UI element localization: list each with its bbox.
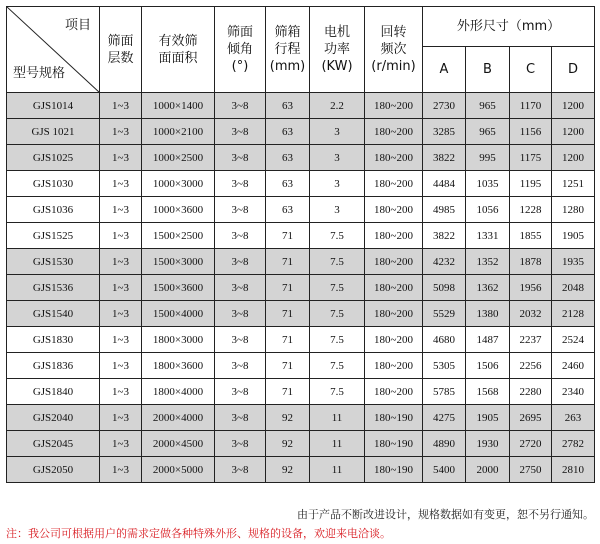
- spec-table: [6, 6, 595, 483]
- cell-model: GJS1830: [7, 327, 100, 353]
- cell-a: 4680: [423, 327, 466, 353]
- cell-power: 3: [310, 171, 365, 197]
- cell-d: 2340: [552, 379, 595, 405]
- cell-stroke: 71: [266, 223, 310, 249]
- cell-layers: 1~3: [100, 145, 142, 171]
- cell-area: 1800×3000: [142, 327, 215, 353]
- table-row: [7, 301, 595, 327]
- cell-b: 1568: [466, 379, 510, 405]
- cell-d: 1280: [552, 197, 595, 223]
- cell-angle: 3~8: [215, 93, 266, 119]
- cell-model: GJS 1021: [7, 119, 100, 145]
- cell-stroke: 63: [266, 145, 310, 171]
- cell-angle: 3~8: [215, 275, 266, 301]
- disclaimer-note: 由于产品不断改进设计，规格数据如有变更，恕不另行通知。: [297, 508, 594, 521]
- cell-angle: 3~8: [215, 249, 266, 275]
- cell-b: 965: [466, 119, 510, 145]
- cell-layers: 1~3: [100, 405, 142, 431]
- cell-d: 2128: [552, 301, 595, 327]
- cell-power: 3: [310, 119, 365, 145]
- cell-model: GJS1836: [7, 353, 100, 379]
- cell-angle: 3~8: [215, 457, 266, 483]
- cell-b: 1362: [466, 275, 510, 301]
- cell-c: 2280: [510, 379, 552, 405]
- cell-freq: 180~200: [365, 301, 423, 327]
- cell-c: 2256: [510, 353, 552, 379]
- cell-area: 1500×3000: [142, 249, 215, 275]
- table-row: [7, 119, 595, 145]
- table-row: [7, 93, 595, 119]
- cell-stroke: 71: [266, 301, 310, 327]
- dim-c-header: C: [510, 47, 552, 93]
- cell-area: 2000×4000: [142, 405, 215, 431]
- dim-a-header: A: [423, 47, 466, 93]
- cell-a: 5400: [423, 457, 466, 483]
- cell-layers: 1~3: [100, 249, 142, 275]
- corner-bottom-label: 型号规格: [13, 66, 66, 81]
- cell-area: 1000×2100: [142, 119, 215, 145]
- cell-stroke: 71: [266, 327, 310, 353]
- table-row: [7, 145, 595, 171]
- cell-model: GJS1014: [7, 93, 100, 119]
- cell-layers: 1~3: [100, 353, 142, 379]
- table-row: [7, 327, 595, 353]
- cell-stroke: 71: [266, 249, 310, 275]
- cell-stroke: 71: [266, 353, 310, 379]
- cell-a: 4232: [423, 249, 466, 275]
- cell-area: 2000×5000: [142, 457, 215, 483]
- cell-stroke: 63: [266, 197, 310, 223]
- cell-layers: 1~3: [100, 379, 142, 405]
- dim-d-header: D: [552, 47, 595, 93]
- corner-header: [7, 7, 100, 93]
- cell-d: 1935: [552, 249, 595, 275]
- cell-stroke: 63: [266, 119, 310, 145]
- motor-header: 电机 功率 (KW): [310, 7, 365, 93]
- cell-c: 2695: [510, 405, 552, 431]
- cell-a: 4890: [423, 431, 466, 457]
- cell-area: 1000×3000: [142, 171, 215, 197]
- cell-b: 1331: [466, 223, 510, 249]
- cell-a: 3822: [423, 223, 466, 249]
- table-row: [7, 197, 595, 223]
- cell-c: 1228: [510, 197, 552, 223]
- stroke-header: 筛箱 行程 (mm): [266, 7, 310, 93]
- cell-a: 4985: [423, 197, 466, 223]
- cell-angle: 3~8: [215, 197, 266, 223]
- dims-header: 外形尺寸（mm）: [423, 7, 595, 47]
- cell-d: 1251: [552, 171, 595, 197]
- cell-layers: 1~3: [100, 119, 142, 145]
- cell-d: 2782: [552, 431, 595, 457]
- cell-stroke: 71: [266, 379, 310, 405]
- cell-power: 2.2: [310, 93, 365, 119]
- cell-area: 1000×3600: [142, 197, 215, 223]
- cell-stroke: 71: [266, 275, 310, 301]
- cell-c: 1956: [510, 275, 552, 301]
- cell-power: 3: [310, 197, 365, 223]
- cell-b: 1930: [466, 431, 510, 457]
- cell-angle: 3~8: [215, 301, 266, 327]
- cell-angle: 3~8: [215, 405, 266, 431]
- cell-b: 965: [466, 93, 510, 119]
- area-header: 有效筛 面面积: [142, 7, 215, 93]
- cell-d: 1200: [552, 119, 595, 145]
- cell-d: 1200: [552, 93, 595, 119]
- cell-d: 1200: [552, 145, 595, 171]
- cell-layers: 1~3: [100, 93, 142, 119]
- cell-power: 7.5: [310, 275, 365, 301]
- table-row: [7, 379, 595, 405]
- cell-c: 1175: [510, 145, 552, 171]
- cell-b: 1905: [466, 405, 510, 431]
- cell-area: 1500×4000: [142, 301, 215, 327]
- cell-angle: 3~8: [215, 145, 266, 171]
- cell-power: 7.5: [310, 327, 365, 353]
- cell-b: 1506: [466, 353, 510, 379]
- cell-freq: 180~200: [365, 275, 423, 301]
- cell-model: GJS2050: [7, 457, 100, 483]
- cell-power: 7.5: [310, 353, 365, 379]
- cell-stroke: 63: [266, 171, 310, 197]
- cell-a: 4275: [423, 405, 466, 431]
- cell-b: 1487: [466, 327, 510, 353]
- cell-d: 2524: [552, 327, 595, 353]
- freq-header: 回转 频次 (r/min): [365, 7, 423, 93]
- cell-power: 7.5: [310, 301, 365, 327]
- cell-c: 2032: [510, 301, 552, 327]
- cell-model: GJS1536: [7, 275, 100, 301]
- cell-power: 7.5: [310, 379, 365, 405]
- layers-header: 筛面 层数: [100, 7, 142, 93]
- cell-angle: 3~8: [215, 379, 266, 405]
- cell-model: GJS1525: [7, 223, 100, 249]
- cell-model: GJS1036: [7, 197, 100, 223]
- cell-a: 5785: [423, 379, 466, 405]
- table-row: [7, 223, 595, 249]
- cell-angle: 3~8: [215, 327, 266, 353]
- cell-power: 7.5: [310, 249, 365, 275]
- corner-top-label: 项目: [64, 18, 91, 33]
- cell-area: 1000×2500: [142, 145, 215, 171]
- table-row: [7, 405, 595, 431]
- cell-model: GJS1540: [7, 301, 100, 327]
- cell-power: 11: [310, 457, 365, 483]
- cell-a: 3822: [423, 145, 466, 171]
- cell-c: 1170: [510, 93, 552, 119]
- cell-freq: 180~200: [365, 119, 423, 145]
- cell-freq: 180~190: [365, 431, 423, 457]
- cell-angle: 3~8: [215, 431, 266, 457]
- cell-angle: 3~8: [215, 223, 266, 249]
- angle-header: 筛面 倾角 (°): [215, 7, 266, 93]
- cell-d: 2048: [552, 275, 595, 301]
- cell-b: 1056: [466, 197, 510, 223]
- cell-layers: 1~3: [100, 301, 142, 327]
- cell-d: 263: [552, 405, 595, 431]
- cell-a: 5098: [423, 275, 466, 301]
- cell-angle: 3~8: [215, 171, 266, 197]
- cell-area: 1500×3600: [142, 275, 215, 301]
- cell-c: 1855: [510, 223, 552, 249]
- cell-a: 5529: [423, 301, 466, 327]
- cell-stroke: 63: [266, 93, 310, 119]
- cell-power: 11: [310, 405, 365, 431]
- cell-c: 2720: [510, 431, 552, 457]
- cell-c: 2750: [510, 457, 552, 483]
- cell-area: 1800×4000: [142, 379, 215, 405]
- cell-b: 1352: [466, 249, 510, 275]
- cell-layers: 1~3: [100, 327, 142, 353]
- cell-b: 995: [466, 145, 510, 171]
- cell-freq: 180~200: [365, 379, 423, 405]
- custom-order-note: 注：我公司可根据用户的需求定做各种特殊外形、规格的设备，欢迎来电洽谈。: [6, 527, 391, 540]
- cell-freq: 180~200: [365, 327, 423, 353]
- table-row: [7, 353, 595, 379]
- cell-power: 7.5: [310, 223, 365, 249]
- cell-stroke: 92: [266, 431, 310, 457]
- cell-layers: 1~3: [100, 275, 142, 301]
- table-row: [7, 275, 595, 301]
- cell-b: 1035: [466, 171, 510, 197]
- cell-model: GJS1030: [7, 171, 100, 197]
- cell-stroke: 92: [266, 405, 310, 431]
- cell-model: GJS2040: [7, 405, 100, 431]
- cell-model: GJS2045: [7, 431, 100, 457]
- table-row: [7, 431, 595, 457]
- table-row: [7, 171, 595, 197]
- cell-freq: 180~200: [365, 93, 423, 119]
- cell-freq: 180~200: [365, 171, 423, 197]
- cell-freq: 180~190: [365, 457, 423, 483]
- cell-angle: 3~8: [215, 119, 266, 145]
- cell-d: 2810: [552, 457, 595, 483]
- cell-power: 3: [310, 145, 365, 171]
- cell-model: GJS1025: [7, 145, 100, 171]
- cell-freq: 180~200: [365, 249, 423, 275]
- cell-model: GJS1530: [7, 249, 100, 275]
- cell-a: 2730: [423, 93, 466, 119]
- cell-model: GJS1840: [7, 379, 100, 405]
- cell-c: 1156: [510, 119, 552, 145]
- cell-freq: 180~200: [365, 353, 423, 379]
- cell-freq: 180~200: [365, 145, 423, 171]
- cell-area: 1500×2500: [142, 223, 215, 249]
- cell-layers: 1~3: [100, 197, 142, 223]
- cell-freq: 180~200: [365, 223, 423, 249]
- cell-b: 1380: [466, 301, 510, 327]
- cell-stroke: 92: [266, 457, 310, 483]
- table-row: [7, 457, 595, 483]
- cell-d: 2460: [552, 353, 595, 379]
- cell-area: 1800×3600: [142, 353, 215, 379]
- cell-layers: 1~3: [100, 457, 142, 483]
- cell-freq: 180~200: [365, 197, 423, 223]
- cell-layers: 1~3: [100, 171, 142, 197]
- cell-power: 11: [310, 431, 365, 457]
- cell-area: 2000×4500: [142, 431, 215, 457]
- cell-freq: 180~190: [365, 405, 423, 431]
- cell-a: 5305: [423, 353, 466, 379]
- cell-d: 1905: [552, 223, 595, 249]
- cell-layers: 1~3: [100, 431, 142, 457]
- cell-c: 2237: [510, 327, 552, 353]
- dim-b-header: B: [466, 47, 510, 93]
- table-body: [7, 93, 595, 483]
- cell-layers: 1~3: [100, 223, 142, 249]
- cell-area: 1000×1400: [142, 93, 215, 119]
- cell-angle: 3~8: [215, 353, 266, 379]
- cell-c: 1878: [510, 249, 552, 275]
- cell-a: 3285: [423, 119, 466, 145]
- table-row: [7, 249, 595, 275]
- cell-a: 4484: [423, 171, 466, 197]
- cell-b: 2000: [466, 457, 510, 483]
- cell-c: 1195: [510, 171, 552, 197]
